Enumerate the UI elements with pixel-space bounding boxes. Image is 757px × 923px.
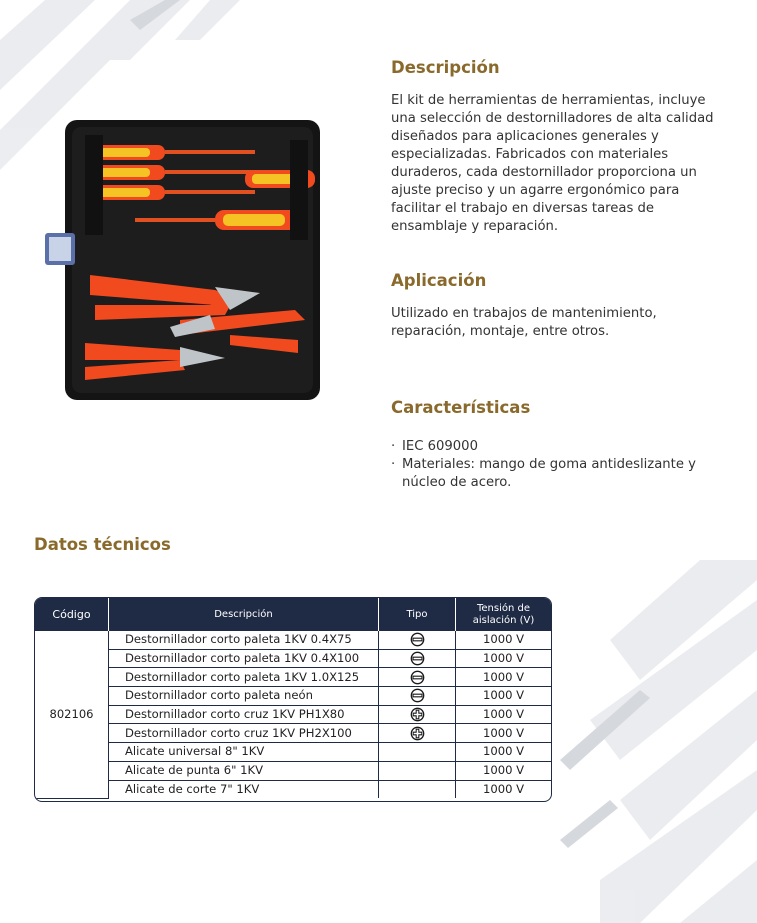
row-description: Destornillador corto cruz 1KV PH1X80: [109, 705, 379, 724]
descripcion-line: ajuste preciso y un agarre ergonómico para: [391, 183, 680, 198]
row-description: Alicate de corte 7" 1KV: [109, 780, 379, 798]
row-tipo: [379, 649, 456, 668]
descripcion-line: duraderos, cada destornillador proporciona un: [391, 165, 697, 180]
descripcion-line: especializadas. Fabricados con materiales: [391, 147, 669, 162]
row-voltage: 1000 V: [456, 687, 552, 706]
row-tipo: [379, 668, 456, 687]
list-item-line: núcleo de acero.: [402, 475, 512, 490]
row-tipo: [379, 780, 456, 798]
row-description: Destornillador corto cruz 1KV PH2X100: [109, 724, 379, 743]
caracteristicas-list: [391, 438, 731, 492]
descripcion-line: una selección de destornilladores de alta calidad: [391, 111, 714, 126]
slotted-icon: [410, 688, 425, 702]
row-description: Destornillador corto paleta 1KV 1.0X125: [109, 668, 379, 687]
row-description: Destornillador corto paleta 1KV 0.4X100: [109, 649, 379, 668]
slotted-icon: [410, 632, 425, 646]
row-tipo: [379, 724, 456, 743]
aplicacion-line: Utilizado en trabajos de mantenimiento,: [391, 306, 657, 321]
row-voltage: 1000 V: [456, 761, 552, 780]
phillips-icon: [410, 726, 425, 740]
row-tipo: [379, 743, 456, 762]
product-code: 802106: [35, 631, 109, 798]
row-voltage: 1000 V: [456, 743, 552, 762]
list-item-line: Materiales: mango de goma antideslizante y: [402, 457, 696, 472]
row-voltage: 1000 V: [456, 631, 552, 649]
row-description: Destornillador corto paleta neón: [109, 687, 379, 706]
table-row: [35, 631, 551, 649]
aplicacion-line: reparación, montaje, entre otros.: [391, 324, 610, 339]
slotted-icon: [410, 651, 425, 665]
table-row: [35, 705, 551, 724]
header-voltage: [456, 598, 552, 631]
descripcion-line: diseñados para aplicaciones generales y: [391, 129, 659, 144]
descripcion-text: [391, 92, 721, 236]
header-code: Código: [35, 598, 109, 631]
row-voltage: 1000 V: [456, 705, 552, 724]
row-description: Destornillador corto paleta 1KV 0.4X75: [109, 631, 379, 649]
row-description: Alicate universal 8" 1KV: [109, 743, 379, 762]
table-row: [35, 743, 551, 762]
caracteristicas-title: Características: [391, 398, 531, 417]
table-row: [35, 649, 551, 668]
header-tipo: Tipo: [379, 598, 456, 631]
row-tipo: [379, 631, 456, 649]
row-voltage: 1000 V: [482, 781, 525, 796]
phillips-icon: [410, 707, 425, 721]
row-tipo: [379, 705, 456, 724]
table-row: [35, 780, 551, 798]
table-row: [35, 761, 551, 780]
descripcion-title: Descripción: [391, 58, 500, 77]
bullet-icon: ·: [391, 439, 396, 454]
header-voltage-line2: aislación (V): [472, 614, 535, 626]
descripcion-line: El kit de herramientas de herramientas, incluye: [391, 93, 706, 108]
header-voltage-line1: Tensión de: [476, 602, 531, 614]
tool-kit-image: [40, 115, 330, 405]
descripcion-line: ensamblaje y reparación.: [391, 219, 559, 234]
row-description: Alicate de punta 6" 1KV: [109, 761, 379, 780]
row-tipo: [379, 687, 456, 706]
row-voltage: 1000 V: [456, 649, 552, 668]
specs-table: [34, 597, 552, 802]
bullet-icon: ·: [391, 457, 396, 472]
datos-tecnicos-title: Datos técnicos: [34, 535, 171, 554]
list-item-line: IEC 609000: [402, 439, 478, 454]
table-row: [35, 668, 551, 687]
row-tipo: [379, 761, 456, 780]
slotted-icon: [410, 670, 425, 684]
aplicacion-text: [391, 305, 721, 341]
list-item: [391, 456, 731, 492]
table-row: [35, 687, 551, 706]
table-header-row: [35, 598, 551, 631]
descripcion-line: facilitar el trabajo en diversas tareas de: [391, 201, 655, 216]
table-row: [35, 724, 551, 743]
list-item: [391, 438, 731, 456]
header-description: Descripción: [109, 598, 379, 631]
row-voltage: 1000 V: [456, 724, 552, 743]
row-voltage: 1000 V: [456, 668, 552, 687]
aplicacion-title: Aplicación: [391, 271, 487, 290]
